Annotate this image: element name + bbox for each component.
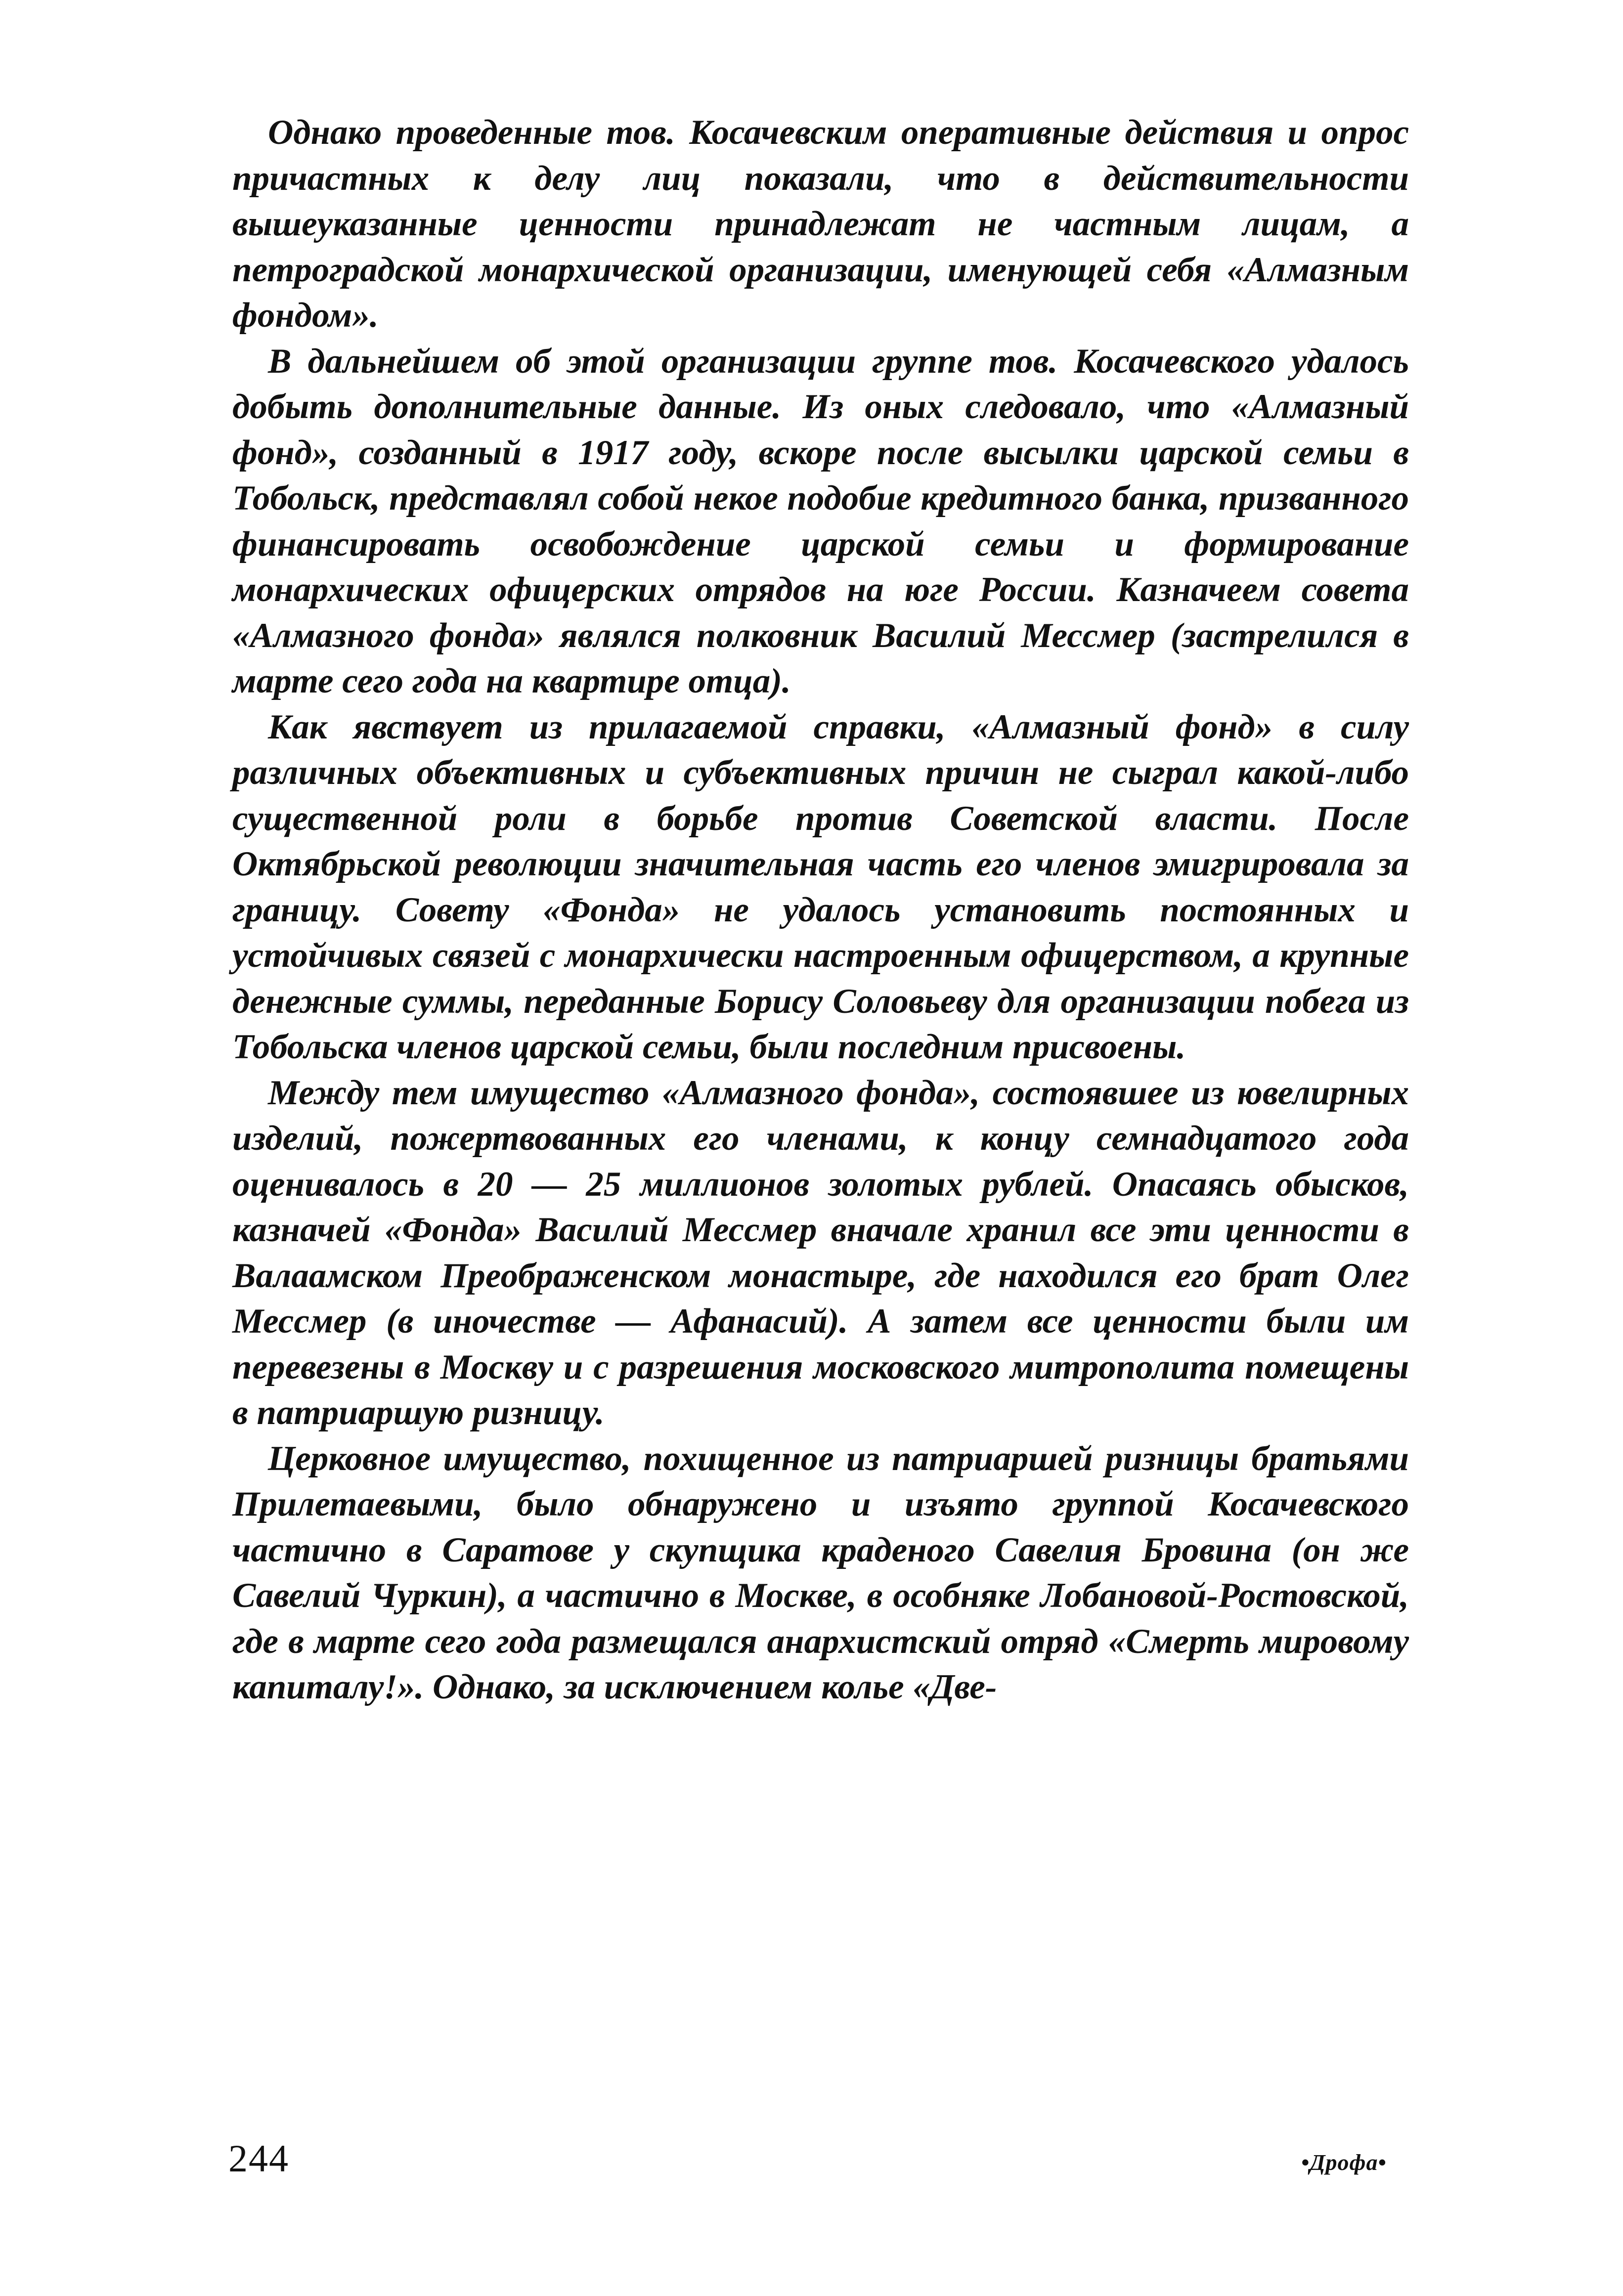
page-number: 244 [228, 2137, 289, 2180]
paragraph-3: Как явствует из прилагаемой справки, «Алмазный фонд» в силу различных объективных и субъективных причин не сыграл какой-либо существенной роли в борьбе против Советской власти. После Октябрьской революции значительная часть его членов эмигрировала за границу. Совету «Фонда» не удалось установить постоянных и устойчивых связей с монархически настроенным офицерством, а крупные денежные суммы, переданные Борису Соловьеву для организации побега из Тобольска членов царской семьи, были последним присвоены. [232, 707, 1409, 1066]
publisher-mark: •Дрофа• [1301, 2150, 1387, 2175]
paragraph-4: Между тем имущество «Алмазного фонда», состоявшее из ювелирных изделий, пожертвованных его членами, к концу семнадцатого года оценивалось в 20 — 25 миллионов золотых рублей. Опасаясь обысков, казначей «Фонда» Василий Мессмер вначале хранил все эти ценности в Валаамском Преображенском монастыре, где находился его брат Олег Мессмер (в иночестве — Афанасий). А затем все ценности были им перевезены в Москву и с разрешения московского митрополита помещены в патриаршую ризницу. [232, 1073, 1409, 1432]
paragraph-1: Однако проведенные тов. Косачевским оперативные действия и опрос причастных к делу лиц показали, что в действительности вышеуказанные ценности принадлежат не частным лицам, а петроградской монархической организации, именующей себя «Алмазным фондом». [232, 113, 1409, 335]
paragraph-2: В дальнейшем об этой организации группе тов. Косачевского удалось добыть дополнительные данные. Из оных следовало, что «Алмазный фонд», созданный в 1917 году, вскоре после высылки царской семьи в Тобольск, представлял собой некое подобие кредитного банка, призванного финансировать освобождение царской семьи и формирование монархических офицерских отрядов на юге России. Казначеем совета «Алмазного фонда» являлся полковник Василий Мессмер (застрелился в марте сего года на квартире отца). [232, 342, 1409, 700]
paragraph-5: Церковное имущество, похищенное из патриаршей ризницы братьями Прилетаевыми, было обнаружено и изъято группой Косачевского частично в Саратове у скупщика краденого Савелия Бровина (он же Савелий Чуркин), а частично в Москве, в особняке Лобановой-Ростовской, где в марте сего года размещался анархистский отряд «Смерть мировому капиталу!». Однако, за исключением колье «Две- [232, 1439, 1409, 1706]
page-body [232, 110, 1409, 1710]
